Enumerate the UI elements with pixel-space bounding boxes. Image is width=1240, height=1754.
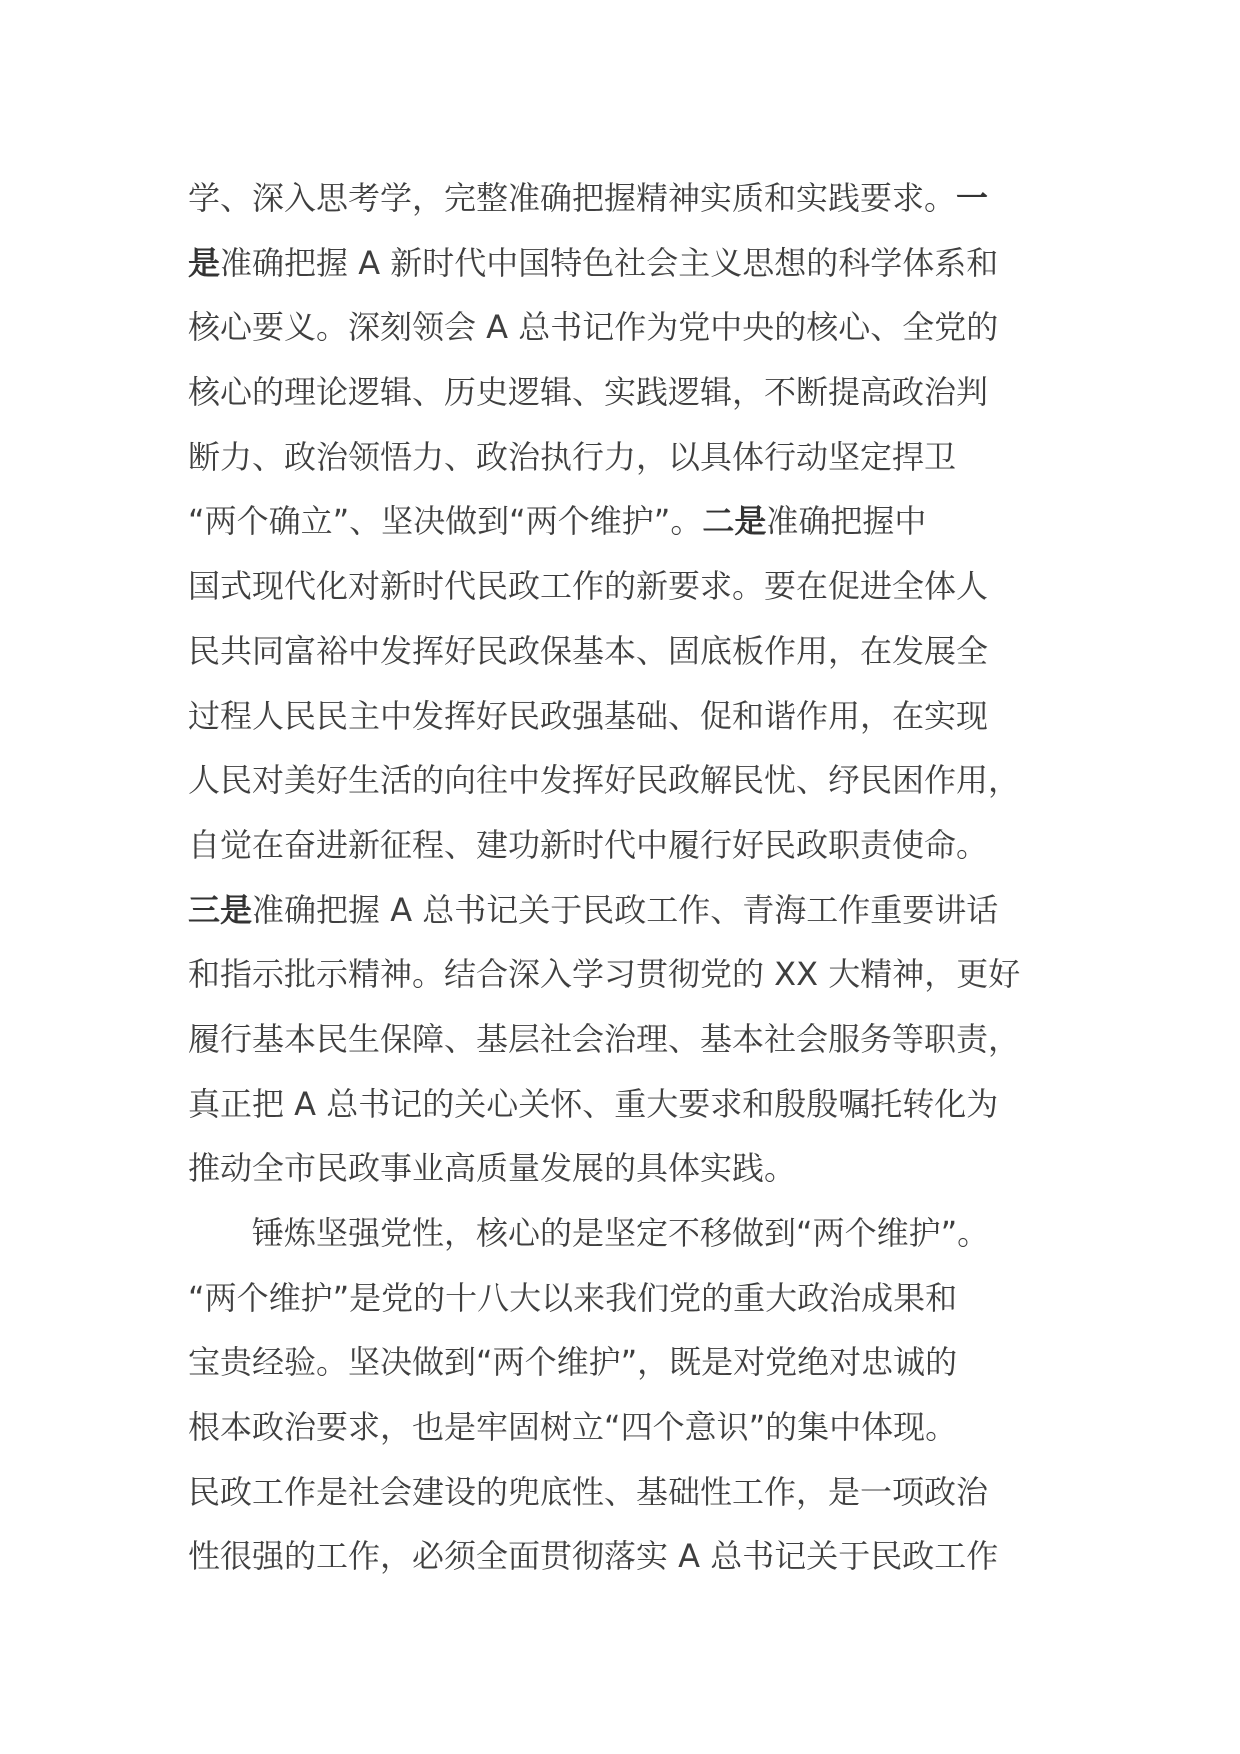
text-line: 民政工作是社会建设的兜底性、基础性工作，是一项政治 [188,1472,989,1511]
text-line [188,231,1068,296]
text-line: 和指示批示精神。结合深入学习贯彻党的 XX 大精神，更好 [188,955,1021,994]
text-line: 断力、政治领悟力、政治执行力，以具体行动坚定捍卫 [188,437,957,476]
text-line: 履行基本民生保障、基层社会治理、基本社会服务等职责， [188,1019,1021,1058]
text-line: 宝贵经验。坚决做到“两个维护”，既是对党绝对忠诚的 [188,1343,958,1382]
text-line: 民共同富裕中发挥好民政保基本、固底板作用，在发展全 [188,631,989,670]
text-line: “两个维护”是党的十八大以来我们党的重大政治成果和 [188,1278,958,1317]
text-line: 根本政治要求，也是牢固树立“四个意识”的集中体现。 [188,1408,958,1447]
text-line: 过程人民民主中发挥好民政强基础、促和谐作用，在实现 [188,696,989,735]
text-line [188,878,1068,943]
text-run: 准确把握 A 新时代中国特色社会主义思想的科学体系和 [220,243,999,282]
bold-lead-in: 是 [188,243,221,282]
document-body [188,166,1068,1589]
text-line: 核心要义。深刻领会 A 总书记作为党中央的核心、全党的 [188,308,999,347]
text-line: 国式现代化对新时代民政工作的新要求。要在促进全体人 [188,567,989,606]
text-line: 自觉在奋进新征程、建功新时代中履行好民政职责使命。 [188,825,989,864]
text-line: 真正把 A 总书记的关心关怀、重大要求和殷殷嘱托转化为 [188,1084,999,1123]
bold-lead-in: 二是 [702,502,767,541]
text-line: 推动全市民政事业高质量发展的具体实践。 [188,1149,797,1188]
text-run: 准确把握 A 总书记关于民政工作、青海工作重要讲话 [252,890,999,929]
bold-lead-in: 一 [956,179,989,217]
text-line: 核心的理论逻辑、历史逻辑、实践逻辑，不断提高政治判 [188,373,989,412]
text-line: 人民对美好生活的向往中发挥好民政解民忧、纾民困作用， [188,761,1021,800]
paragraph-first-line: 锤炼坚强党性，核心的是坚定不移做到“两个维护”。 [252,1214,990,1252]
text-line: 性很强的工作，必须全面贯彻落实 A 总书记关于民政工作 [188,1537,999,1576]
text-run: 学、深入思考学，完整准确把握精神实质和实践要求。 [188,179,957,217]
text-line [188,489,1068,554]
text-run: “两个确立”、坚决做到“两个维护”。 [188,502,703,541]
text-line [188,166,1068,231]
bold-lead-in: 三是 [188,890,253,929]
text-run: 准确把握中 [766,502,927,541]
